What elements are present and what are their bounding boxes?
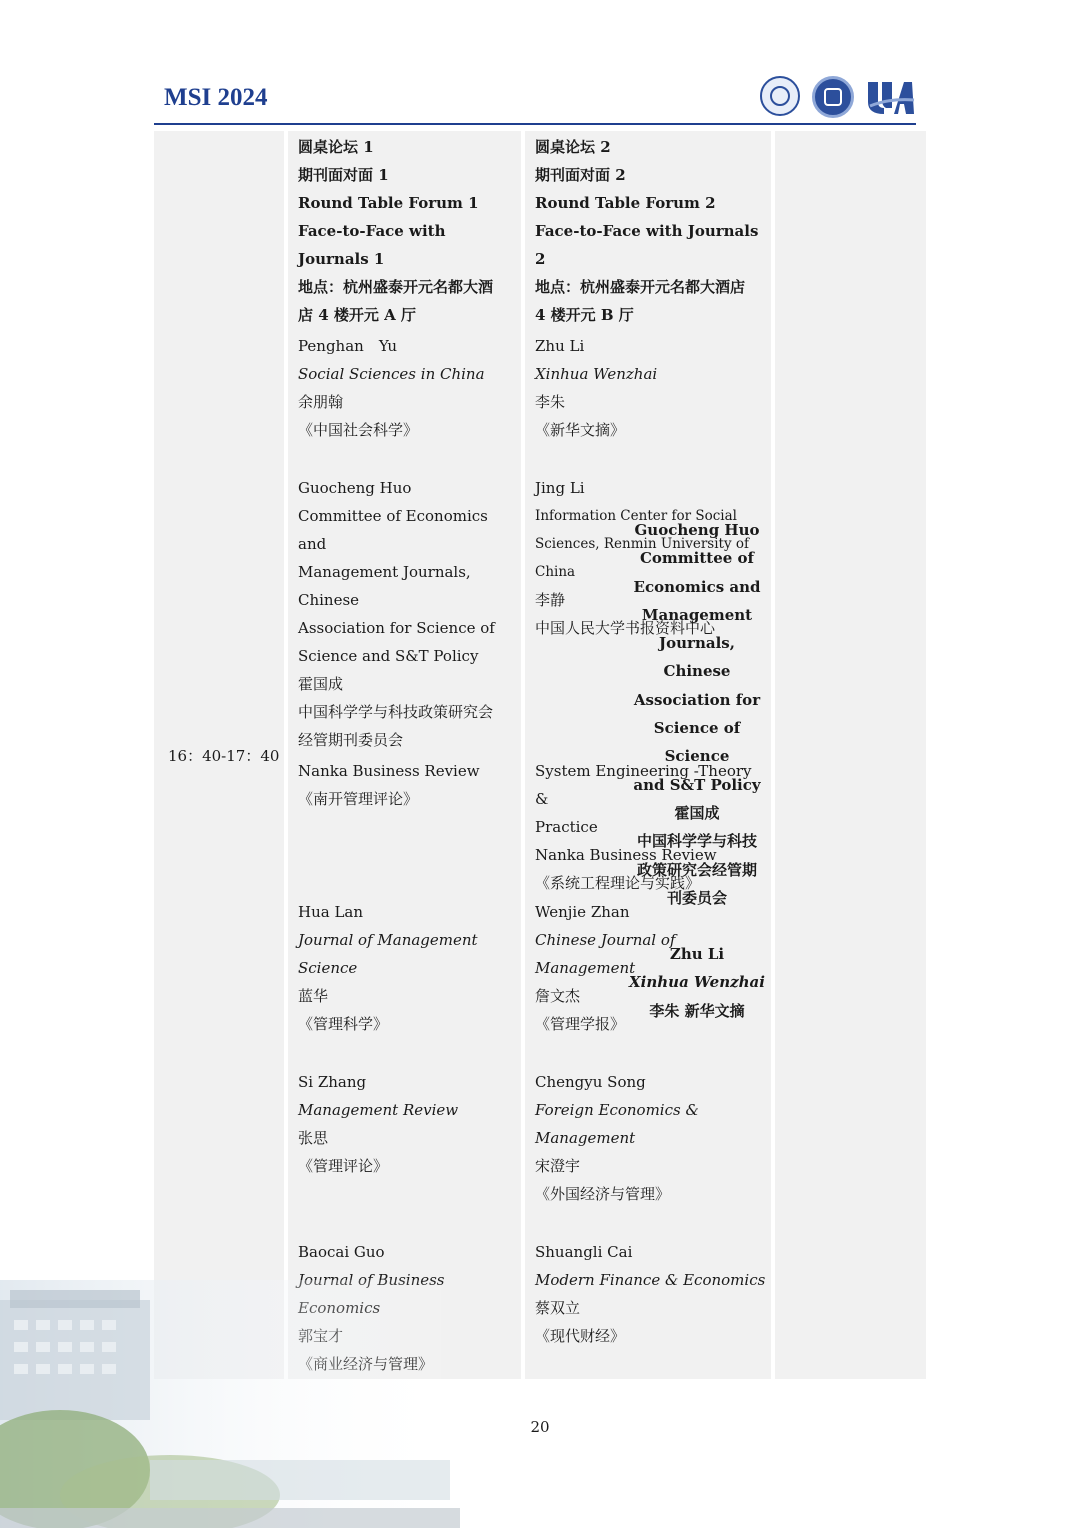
- guest-name-cn: 李朱: [535, 393, 566, 411]
- journal-name-cn: 《现代财经》: [535, 1327, 626, 1345]
- journal-name: Management Review: [298, 1101, 459, 1119]
- journal-name: Nanka Business Review: [298, 762, 480, 780]
- journal-name-cn: 《管理评论》: [298, 1157, 389, 1175]
- chair2-cn: 李朱 新华文摘: [649, 1001, 745, 1020]
- journal-name-cn: 《中国社会科学》: [298, 421, 419, 439]
- affiliation-line: Information Center for Social: [535, 508, 737, 524]
- chair1-affil-cn: 政策研究会经管期: [636, 860, 757, 879]
- forum2-location-2: 4 楼开元 B 厅: [535, 306, 634, 324]
- chair2-name: Zhu Li: [669, 945, 725, 964]
- journal-line: System Engineering -Theory &: [535, 762, 752, 808]
- journal-name: Chinese Journal of Management: [535, 931, 676, 977]
- forum2-entry: [535, 1238, 767, 1350]
- page-number: 20: [530, 1418, 550, 1436]
- ua-logo-icon: [864, 78, 916, 116]
- journal-name: Xinhua Wenzhai: [535, 365, 658, 383]
- guest-name: Jing Li: [535, 479, 585, 497]
- campus-illustration-icon: [0, 1280, 460, 1528]
- guest-name: Penghan Yu: [298, 337, 398, 355]
- guest-name-cn: 蔡双立: [535, 1299, 581, 1317]
- guest-name: Guocheng Huo: [298, 479, 412, 497]
- forum1-entry: [298, 474, 516, 754]
- guest-name-cn: 詹文杰: [535, 987, 581, 1005]
- forum1-subtitle-cn: 期刊面对面 1: [298, 166, 389, 184]
- chair1-affil: Journals, Chinese: [659, 634, 735, 681]
- guest-name-cn: 李静: [535, 591, 566, 609]
- journal-name-cn: 《管理学报》: [535, 1015, 626, 1033]
- guest-name: Zhu Li: [535, 337, 585, 355]
- forum2-entry: [535, 332, 767, 444]
- forum1-title-cn: 圆桌论坛 1: [298, 138, 374, 156]
- guest-name-cn: 余朋翰: [298, 393, 344, 411]
- guest-name: Chengyu Song: [535, 1073, 646, 1091]
- forum2-location-1: 地点：杭州盛泰开元名都大酒店: [535, 278, 746, 296]
- journal-name: Modern Finance & Economics: [535, 1271, 766, 1289]
- affiliation-line: Sciences, Renmin University of China: [535, 536, 749, 580]
- journal-line: Nanka Business Review: [535, 846, 717, 864]
- forum2-title-cn: 圆桌论坛 2: [535, 138, 611, 156]
- chair1-affil: Management: [641, 605, 753, 624]
- time-slot: 16：40-17：40: [168, 747, 280, 765]
- affiliation-line: Management Journals, Chinese: [298, 563, 471, 609]
- forum1-heading: [298, 133, 516, 329]
- society-seal-icon: [812, 76, 854, 118]
- forum2-subtitle-cn: 期刊面对面 2: [535, 166, 626, 184]
- chair1-affil: Committee of: [639, 549, 754, 568]
- guest-name-cn: 蓝华: [298, 987, 329, 1005]
- chair-column: [775, 131, 926, 1379]
- affiliation-line: Science and S&T Policy: [298, 647, 479, 665]
- journal-name: Foreign Economics & Management: [535, 1101, 699, 1147]
- chair1-affil: and S&T Policy: [633, 775, 761, 794]
- forum2-title-en: Round Table Forum 2: [535, 194, 716, 212]
- time-column: [154, 131, 284, 1379]
- forum1-title-en: Round Table Forum 1: [298, 194, 479, 212]
- header-title: MSI 2024: [164, 84, 268, 111]
- guest-name-cn: 霍国成: [298, 675, 344, 693]
- guest-name: Baocai Guo: [298, 1243, 385, 1261]
- journal-name: Journal of Management Science: [298, 931, 478, 977]
- chair1-affil: Association for: [633, 690, 761, 709]
- chair1-name: Guocheng Huo: [634, 521, 760, 539]
- chair1-affil: Economics and: [633, 577, 761, 596]
- guest-name-cn: 张思: [298, 1129, 329, 1147]
- affiliation-cn-line: 中国人民大学书报资料中心: [535, 619, 716, 637]
- university-seal-icon: [760, 76, 800, 116]
- forum2-heading: [535, 133, 767, 329]
- header-divider: [154, 123, 916, 125]
- forum2-entry: [535, 1068, 767, 1208]
- chair1-affil-cn: 刊委员会: [666, 888, 727, 907]
- forum1-entry: [298, 332, 516, 444]
- guest-name: Wenjie Zhan: [535, 903, 630, 921]
- guest-name: Shuangli Cai: [535, 1243, 633, 1261]
- forum1-entry: [298, 1068, 516, 1180]
- journal-name: Social Sciences in China: [298, 365, 485, 383]
- chair1-affil-cn: 中国科学学与科技: [636, 832, 757, 851]
- affiliation-cn-line: 经管期刊委员会: [298, 731, 404, 749]
- chair1-affil: Science of Science: [653, 719, 741, 766]
- chair-block: [626, 516, 768, 1025]
- affiliation-line: Association for Science of: [298, 619, 495, 637]
- guest-name-cn: 宋澄宇: [535, 1157, 581, 1175]
- affiliation-cn-line: 中国科学学与科技政策研究会: [298, 703, 494, 721]
- forum2-subtitle-en: Face-to-Face with Journals 2: [535, 222, 759, 268]
- chair1-name-cn: 霍国成: [674, 803, 720, 822]
- chair2-journal: Xinhua Wenzhai: [629, 973, 765, 992]
- forum1-subtitle-en: Face-to-Face with Journals 1: [298, 222, 446, 268]
- affiliation-line: Committee of Economics and: [298, 507, 488, 553]
- journal-name-cn: 《新华文摘》: [535, 421, 626, 439]
- guest-name: Si Zhang: [298, 1073, 367, 1091]
- forum1-entry: [298, 898, 516, 1038]
- forum1-entry: [298, 757, 516, 813]
- journal-name-cn: 《系统工程理论与实践》: [535, 874, 701, 892]
- journal-name-cn: 《外国经济与管理》: [535, 1185, 671, 1203]
- forum1-location-2: 店 4 楼开元 A 厅: [298, 306, 416, 324]
- guest-name: Hua Lan: [298, 903, 364, 921]
- journal-name-cn: 《南开管理评论》: [298, 790, 419, 808]
- journal-name-cn: 《管理科学》: [298, 1015, 389, 1033]
- journal-line: Practice: [535, 818, 598, 836]
- forum1-location-1: 地点：杭州盛泰开元名都大酒: [298, 278, 494, 296]
